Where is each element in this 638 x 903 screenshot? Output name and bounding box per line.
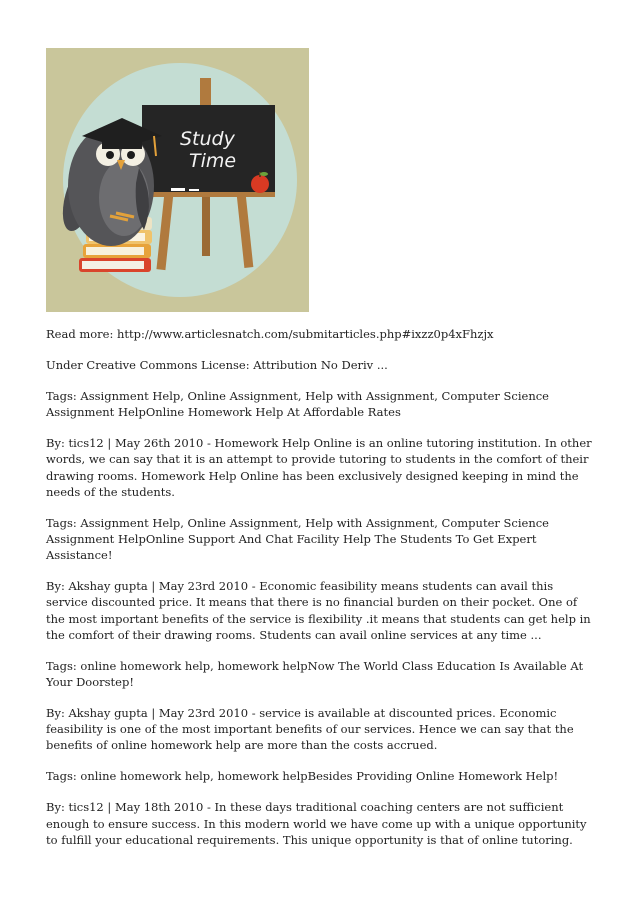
article-summary: By: Akshay gupta | May 23rd 2010 - service is available at discounted prices. Economic feasibility is one of the most important benefits of our services. Hence we can say that the benefits of online homework help are more than the costs accrued. [46, 706, 574, 753]
article-summary: By: tics12 | May 26th 2010 - Homework Help Online is an online tutoring institution. In other words, we can say that it is an attempt to provide tutoring to students in the comfort of their drawing rooms. Homework Help Online has been exclusively designed keeping in mind the needs of the students. [46, 436, 592, 499]
article-summary: By: Akshay gupta | May 23rd 2010 - Economic feasibility means students can avail this service discounted price. It means that there is no financial burden on their pocket. One of the most important benefits of the service is flexibility .it means that students can get help in the comfort of their drawing rooms. Students can avail online services at any time ... [46, 579, 591, 642]
study-time-illustration [46, 48, 309, 312]
board-text-study: Study [180, 128, 235, 150]
owl-pupil-left [106, 151, 114, 159]
book-bottom-pages [82, 261, 144, 269]
easel-leg-back [202, 188, 210, 256]
book-middle-pages [86, 247, 144, 255]
board-text-time: Time [189, 150, 237, 172]
apple-icon [251, 175, 269, 193]
tags-paragraph: Tags: Assignment Help, Online Assignment, Help with Assignment, Computer Science Assignment HelpOnline Homework Help At Affordable Rates [46, 389, 549, 420]
license-note: Under Creative Commons License: Attribution No Deriv ... [46, 358, 388, 372]
tags-paragraph: Tags: Assignment Help, Online Assignment, Help with Assignment, Computer Science Assignment HelpOnline Support And Chat Facility Help The Students To Get Expert Assistance! [46, 515, 549, 563]
article-summary: By: tics12 | May 18th 2010 - In these days traditional coaching centers are not sufficient enough to ensure success. In this modern world we have come up with a unique opportunity to fulfill your educational requirements. This unique opportunity is that of online tutoring. [46, 800, 587, 847]
apple-leaf [260, 172, 268, 176]
article-text [46, 326, 594, 863]
chalk-piece [171, 188, 185, 191]
tags-paragraph: Tags: online homework help, homework helpNow The World Class Education Is Available At Your Doorstep! [46, 658, 584, 690]
graduation-cap-band [102, 140, 142, 149]
chalk-piece [189, 189, 199, 191]
chalk-tray [142, 192, 275, 197]
read-more-link[interactable]: Read more: http://www.articlesnatch.com/submitarticles.php#ixzz0p4xFhzjx [46, 327, 494, 341]
tags-paragraph: Tags: online homework help, homework helpBesides Providing Online Homework Help! [46, 769, 559, 784]
owl-pupil-right [127, 151, 135, 159]
easel-top-post [200, 78, 211, 108]
